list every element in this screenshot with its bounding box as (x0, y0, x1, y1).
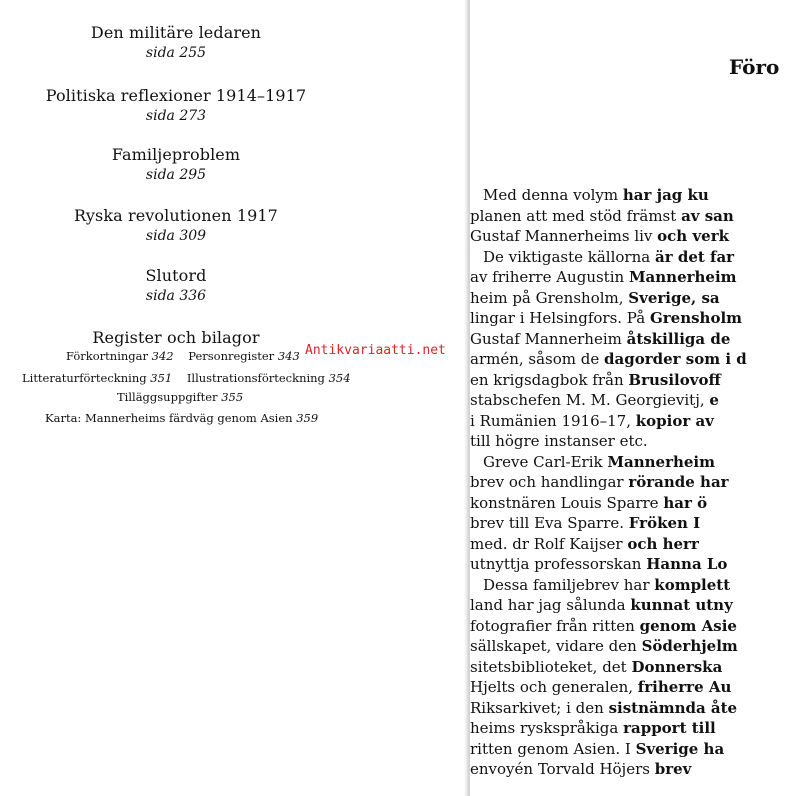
text-line (470, 390, 800, 411)
text-line (470, 185, 800, 206)
register-label: Förkortningar (66, 349, 148, 363)
text-line-bold: komplett (654, 575, 731, 594)
toc-entry (0, 86, 352, 126)
register-line (22, 371, 351, 385)
text-line (470, 534, 800, 555)
toc-entry (0, 23, 352, 63)
text-line (470, 267, 800, 288)
text-line-bold: av san (681, 206, 734, 225)
text-line-bold: och verk (657, 227, 729, 245)
text-line-bold: åtskilliga de (626, 329, 731, 348)
text-line-normal: Hjelts och generalen, (470, 678, 638, 696)
text-line-bold: genom Asie (639, 616, 737, 635)
text-line-normal: en krigsdagbok från (470, 370, 629, 389)
text-line (470, 431, 800, 452)
register-label: Litteraturförteckning (22, 371, 147, 385)
text-line-normal: Riksarkivet; i den (470, 698, 609, 717)
text-line-bold: rapport till (623, 719, 716, 737)
text-line-normal: lingar i Helsingfors. På (470, 309, 650, 327)
register-line (45, 411, 318, 425)
text-line-normal: i Rumänien 1916–17, (470, 411, 636, 430)
text-line-bold: Hanna Lo (646, 555, 728, 573)
register-heading: Register och bilagor (92, 328, 260, 347)
text-line-normal: konstnären Louis Sparre (470, 493, 664, 512)
text-line (470, 636, 800, 657)
text-line-normal: till högre instanser etc. (470, 432, 648, 450)
text-line-normal: fotografier från ritten (470, 616, 640, 635)
text-line-normal: heim på Grensholm, (470, 288, 629, 307)
text-line (470, 698, 800, 719)
text-line (470, 226, 800, 247)
watermark: Antikvariaatti.net (305, 343, 446, 358)
toc-title: Slutord (145, 266, 207, 285)
text-line-bold: Sverige, sa (628, 288, 720, 307)
text-line (470, 452, 800, 473)
text-line-normal: land har jag sålunda (470, 596, 631, 614)
body-text (470, 185, 800, 780)
text-line-bold: kunnat utny (630, 596, 733, 614)
text-line-bold: Sverige ha (635, 739, 725, 758)
text-line-bold: har jag ku (622, 186, 709, 204)
text-line-bold: Söderhjelm (641, 637, 738, 655)
text-line-bold: Mannerheim (607, 452, 715, 471)
text-line-bold: kopior av (635, 411, 714, 430)
toc-entry (0, 266, 352, 306)
text-line (470, 616, 800, 637)
text-line-bold: dagorder som i d (604, 350, 747, 368)
text-line (470, 718, 800, 739)
text-line-normal: stabschefen M. M. Georgievitj, (470, 391, 710, 409)
text-line-normal: utnyttja professorskan (470, 555, 647, 573)
text-line-normal: envoyén Torvald Höjers (470, 760, 655, 778)
register-label: Personregister (188, 349, 275, 363)
toc-page: sida 295 (145, 167, 207, 183)
text-line (470, 657, 800, 678)
text-line-bold: e (709, 391, 719, 409)
toc-page: sida 309 (145, 228, 207, 244)
text-line-bold: friherre Au (637, 678, 732, 696)
text-line-normal: med. dr Rolf Kaijser (470, 534, 628, 553)
text-line-bold: Grensholm (649, 309, 743, 327)
text-line (470, 739, 800, 760)
text-line-bold: Mannerheim (628, 268, 737, 286)
toc-entry (0, 145, 352, 185)
toc-title: Ryska revolutionen 1917 (74, 206, 278, 225)
toc-title: Den militäre ledaren (90, 23, 262, 42)
register-page: 351 (150, 371, 173, 385)
chapter-title: Föro (729, 55, 780, 79)
register-label: Tilläggsuppgifter (117, 390, 218, 404)
text-line (470, 513, 800, 534)
toc-title: Politiska reflexioner 1914–1917 (45, 86, 307, 105)
text-line-normal: Gustaf Mannerheims liv (470, 227, 658, 245)
text-line-bold: har ö (663, 493, 708, 512)
register-label: Karta: Mannerheims färdväg genom Asien (45, 411, 293, 425)
register-page: 354 (328, 371, 351, 385)
text-line-bold: rörande har (628, 473, 729, 491)
text-line (470, 411, 800, 432)
toc-page: sida 336 (145, 288, 207, 304)
text-line (470, 247, 800, 268)
text-line-normal: brev och handlingar (470, 473, 629, 491)
text-line-bold: brev (654, 760, 692, 778)
text-line (470, 370, 800, 391)
register-line (117, 390, 243, 404)
text-line-normal: Med denna volym (483, 186, 623, 204)
text-line-normal: ritten genom Asien. I (470, 739, 636, 758)
text-line-normal: De viktigaste källorna (483, 247, 655, 266)
toc-title: Familjeproblem (111, 145, 241, 164)
text-line-bold: sistnämnda åte (608, 698, 738, 717)
text-line (470, 759, 800, 780)
right-page (470, 0, 780, 796)
text-line-bold: Brusilovoff (628, 370, 721, 389)
text-line-bold: Fröken I (628, 514, 701, 532)
toc-entry (0, 206, 352, 246)
text-line-normal: heims ryskspråkiga (470, 719, 624, 737)
text-line-normal: brev till Eva Sparre. (470, 514, 629, 532)
text-line-normal: Greve Carl-Erik (483, 452, 608, 471)
text-line-bold: är det far (654, 247, 735, 266)
text-line-bold: Donnerska (631, 657, 723, 676)
text-line-normal: av friherre Augustin (470, 268, 629, 286)
text-line (470, 206, 800, 227)
text-line-normal: sitetsbiblioteket, det (470, 657, 632, 676)
text-line (470, 288, 800, 309)
text-line (470, 595, 800, 616)
toc-page: sida 255 (145, 45, 207, 61)
toc-page: sida 273 (145, 108, 207, 124)
text-line (470, 349, 800, 370)
text-line (470, 575, 800, 596)
text-line (470, 677, 800, 698)
text-line-normal: Gustaf Mannerheim (470, 329, 627, 348)
register-heading-wrap (0, 328, 352, 348)
text-line (470, 308, 800, 329)
text-line (470, 329, 800, 350)
register-page: 342 (151, 349, 174, 363)
text-line (470, 554, 800, 575)
register-line (66, 349, 300, 363)
text-line (470, 472, 800, 493)
text-line-normal: planen att med stöd främst (470, 206, 682, 225)
register-page: 355 (221, 390, 244, 404)
text-line-normal: armén, såsom de (470, 350, 605, 368)
register-page: 359 (296, 411, 319, 425)
text-line-normal: sällskapet, vidare den (470, 637, 642, 655)
text-line-bold: och herr (627, 534, 699, 553)
register-page: 343 (277, 349, 300, 363)
text-line (470, 493, 800, 514)
register-label: Illustrationsförteckning (186, 371, 325, 385)
text-line-normal: Dessa familjebrev har (483, 575, 655, 594)
